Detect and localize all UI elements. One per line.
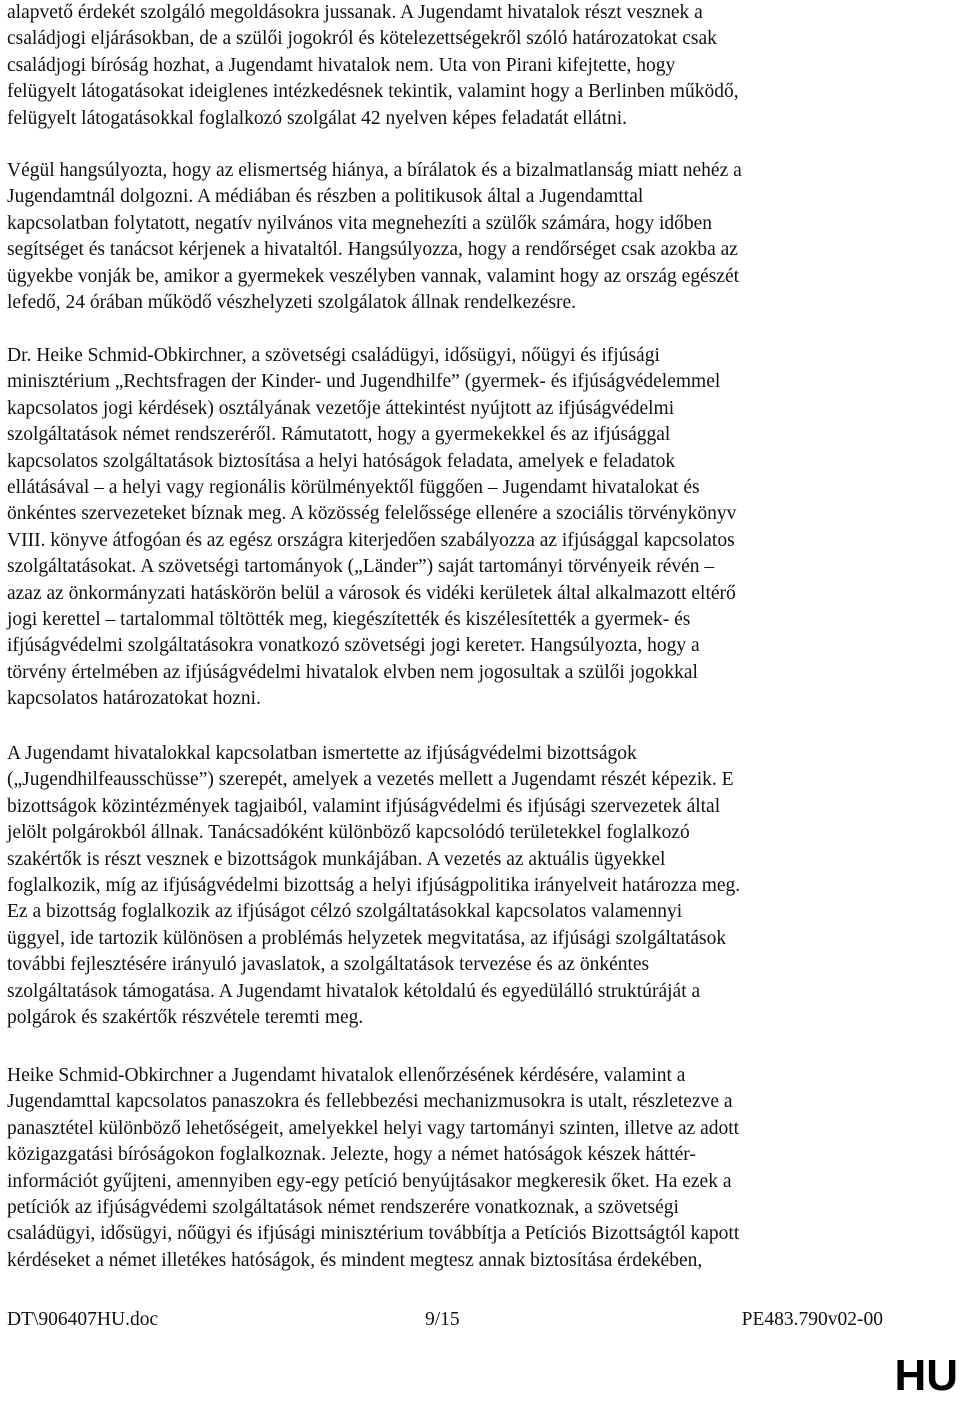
text-line: kapcsolatos jogi kérdések) osztályának vezetője áttekintést nyújtott az ifjúságvédelmi [7,397,675,419]
text-line: önkéntes szervezeteket bíznak meg. A közösség felelőssége ellenére a szociális törvénykönyv [7,503,737,525]
paragraph-5 [7,1063,739,1274]
paragraph-4 [7,741,740,1031]
text-line: foglalkozik, míg az ifjúságvédelmi bizottság a helyi ifjúságpolitika irányelveit határozza meg. [7,875,741,897]
text-line: bizottságok közintézmények tagjaiból, valamint ifjúságvédelmi és ifjúsági szervezetek által [7,795,721,817]
text-line: felügyelt látogatásokkal foglalkozó szolgálat 42 nyelven képes feladatát ellátni. [7,107,627,129]
paragraph-2 [7,158,742,316]
language-badge: HU [894,1351,958,1400]
text-line: VIII. könyve átfogóan és az egész országra kiterjedően szabályozza az ifjúsággal kapcsolatos [7,529,735,551]
text-line: Jugendamtnál dolgozni. A médiában és részben a politikusok által a Jugendamttal [7,186,644,208]
text-line: ifjúságvédelmi szolgáltatásokra vonatkozó szövetségi jogi kereteт. Hangsúlyozta, hogy a [7,635,700,657]
page-footer [7,1306,883,1334]
text-line: kapcsolatos szolgáltatások biztosítása a helyi hatóságok feladata, amelyek e feladatok [7,450,676,472]
text-line: szolgáltatások támogatása. A Jugendamt hivatalok kétoldalú és egyedülálló struktúráját a [7,980,701,1002]
text-line: A Jugendamt hivatalokkal kapcsolatban ismertette az ifjúságvédelmi bizottságok [7,743,637,764]
text-line: szolgáltatások német rendszeréről. Rámutatott, hogy a gyermekekkel és az ifjúsággal [7,424,671,446]
footer-page-number: 9/15 [425,1309,460,1330]
text-line: polgárok és szakértők részvétele teremti meg. [7,1007,364,1029]
text-line: kapcsolatban folytatott, negatív nyilvános vita megnehezíti a szülők számára, hogy időben [7,212,713,234]
text-line: jogi kerettel – tartalommal töltötték meg, kiegészítették és kiszélesítették a gyermek- és [7,609,691,631]
text-line: segítséget és tanácsot kérjenek a hivataltól. Hangsúlyozza, hogy a rendőrséget csak azokba az [7,239,738,261]
text-line: ellátásával – a helyi vagy regionális körülményektől függően – Jugendamt hivatalokat és [7,477,700,499]
text-line: ügyekbe vonják be, amikor a gyermekek veszélyben vannak, valamint hogy az ország egészét [7,265,740,287]
footer-reference: PE483.790v02-00 [741,1309,883,1330]
text-line: közigazgatási bíróságokon foglalkoznak. Jelezte, hogy a német hatóságok készek háttér- [7,1144,696,1166]
text-line: Dr. Heike Schmid-Obkirchner, a szövetségi családügyi, idősügyi, nőügyi és ifjúsági [7,345,660,366]
text-line: felügyelt látogatásokat ideiglenes intézkedésnek tekintik, valamint hogy a Berlinben működő, [7,81,739,103]
text-line: panasztétel különböző lehetőségeit, amelyekkel helyi vagy tartományi szinten, illetve az adott [7,1117,740,1139]
text-line: Végül hangsúlyozta, hogy az elismertség hiánya, a bírálatok és a bizalmatlanság miatt nehéz a [7,160,742,181]
text-line: törvény értelmében az ifjúságvédelmi hivatalok elvben nem jogosultak a szülői jogokkal [7,661,698,683]
text-line: lefedő, 24 órában működő vészhelyzeti szolgálatok állnak rendelkezésre. [7,292,577,314]
text-line: üggyel, ide tartozik különösen a problémás helyzetek megvitatása, az ifjúsági szolgáltatások [7,927,727,949]
text-line: minisztérium „Rechtsfragen der Kinder- und Jugendhilfe” (gyermek- és ifjúságvédelemmel [7,371,721,393]
text-line: családjogi bíróság hozhat, a Jugendamt hivatalok nem. Uta von Pirani kifejtette, hogy [7,54,676,76]
text-line: Ez a bizottság foglalkozik az ifjúságot célzó szolgáltatásokkal kapcsolatos valamennyi [7,901,683,923]
text-line: Jugendamttal kapcsolatos panaszokra és fellebbezési mechanizmusokra is utalt, részletezve a [7,1091,733,1113]
paragraph-3 [7,343,736,713]
text-line: petíciók az ifjúságvédemi szolgáltatások német rendszerére vonatkoznak, a szövetségi [7,1197,679,1219]
text-line: szolgáltatásokat. A szövetségi tartományok („Länder”) saját tartományi törvényeik révén – [7,556,715,578]
text-line: információt gyűjteni, amennyiben egy-egy petíció benyújtásakor megkeresik őket. Ha ezek a [7,1170,732,1192]
footer-filename: DT\906407HU.doc [7,1309,159,1330]
text-line: alapvető érdekét szolgáló megoldásokra jussanak. A Jugendamt hivatalok részt vesznek a [7,2,703,23]
text-line: („Jugendhilfeausschüsse”) szerepét, amelyek a vezetés mellett a Jugendamt részét képezik. E [7,769,734,791]
text-line: Heike Schmid-Obkirchner a Jugendamt hivatalok ellenőrzésének kérdésére, valamint a [7,1065,686,1086]
text-line: családjogi eljárásokban, de a szülői jogokról és kötelezettségekről szóló határozatokat csak [7,28,717,50]
text-line: azaz az önkormányzati hatáskörön belül a városok és vidéki kerületek által alkalmazott eltérő [7,582,736,604]
paragraph-1 [7,0,739,132]
text-line: családügyi, idősügyi, nőügyi és ifjúsági minisztérium továbbítja a Petíciós Bizottságtól kapott [7,1223,740,1245]
text-line: szakértők is részt vesznek e bizottságok munkájában. A vezetés az aktuális ügyekkel [7,848,666,870]
text-line: kérdéseket a német illetékes hatóságok, és mindent megtesz annak biztosítása érdekében, [7,1249,703,1271]
text-line: további fejlesztésére irányuló javaslatok, a szolgáltatások tervezése és az önkéntes [7,954,650,976]
text-line: kapcsolatos határozatokat hozni. [7,688,261,710]
text-line: jelölt polgárokból állnak. Tanácsadóként különböző kapcsolódó területekkel foglalkozó [7,822,690,844]
